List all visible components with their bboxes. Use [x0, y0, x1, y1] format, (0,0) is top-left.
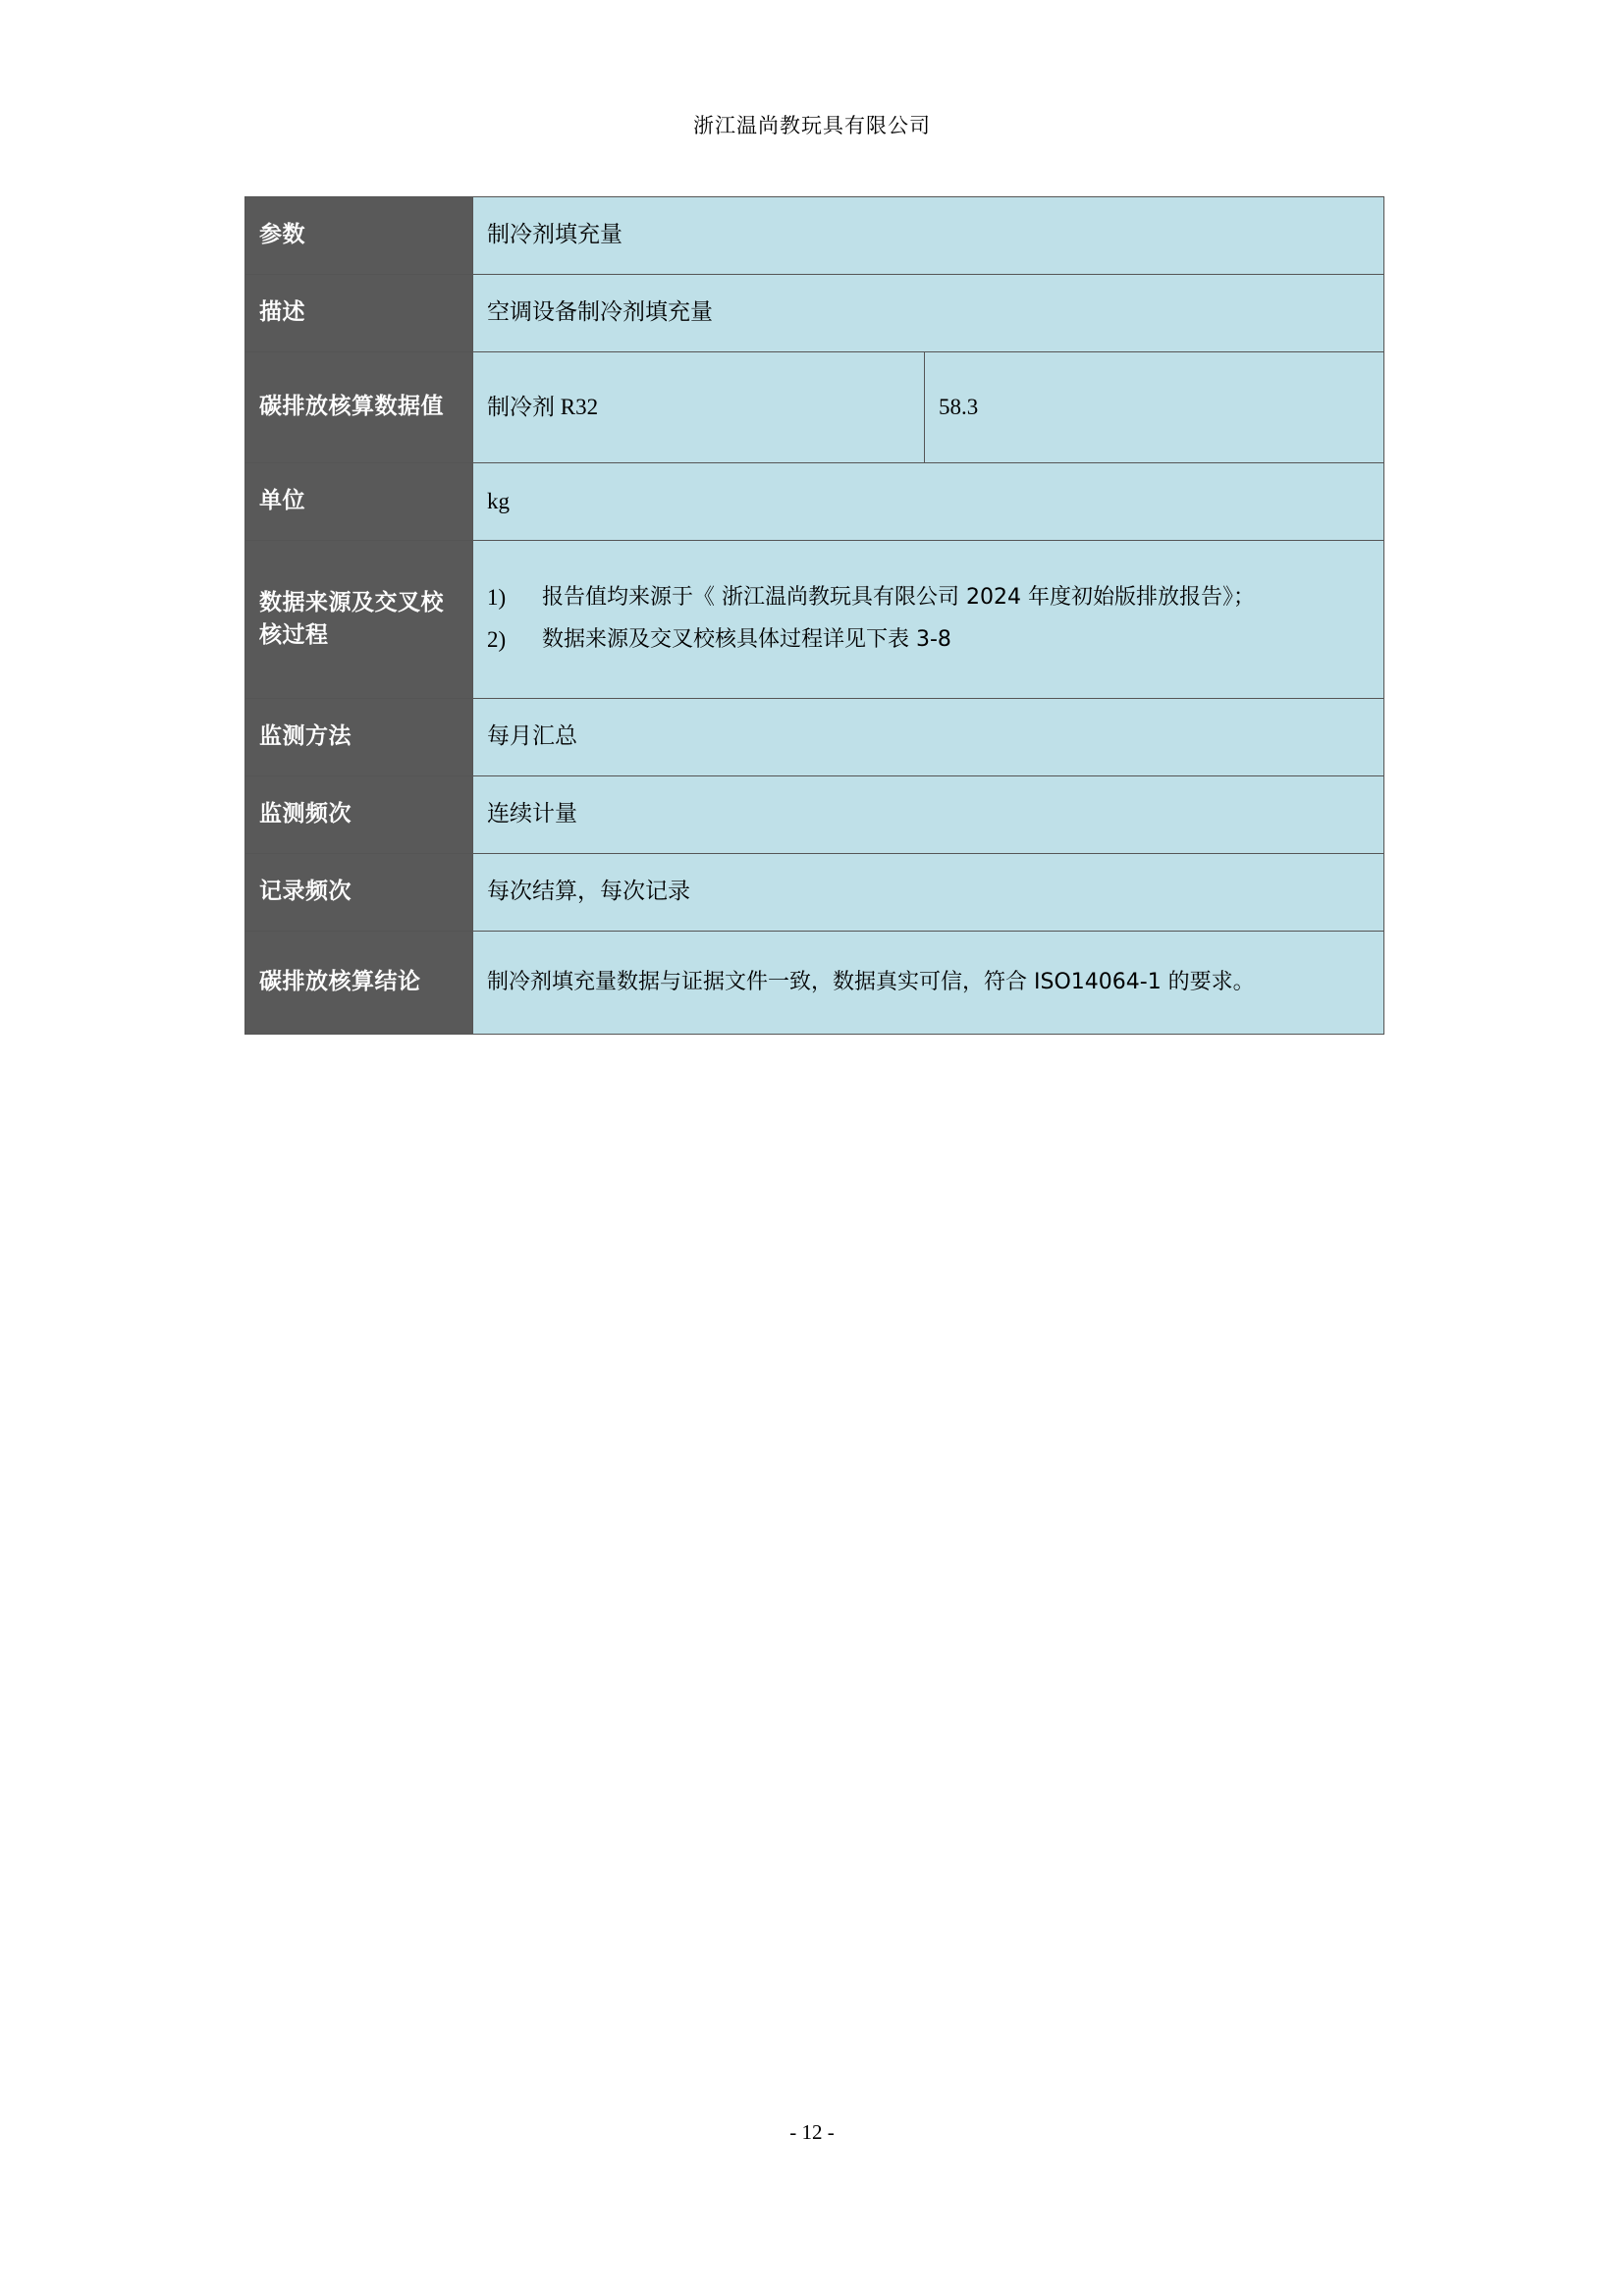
row-value-unit: kg — [473, 463, 1384, 541]
row-label-description: 描述 — [245, 275, 473, 352]
row-value-refrigerant-amount: 58.3 — [925, 352, 1384, 463]
table-row — [245, 275, 1384, 352]
row-label-unit: 单位 — [245, 463, 473, 541]
list-item-text: 数据来源及交叉校核具体过程详见下表 3-8 — [542, 627, 951, 652]
row-value-conclusion — [473, 932, 1384, 1035]
row-value-monitoring-method: 每月汇总 — [473, 699, 1384, 776]
carbon-parameter-table — [244, 196, 1384, 1035]
table-row — [245, 197, 1384, 275]
row-value-description: 空调设备制冷剂填充量 — [473, 275, 1384, 352]
row-value-data-source — [473, 541, 1384, 699]
row-label-conclusion: 碳排放核算结论 — [245, 932, 473, 1035]
list-item-text: 报告值均来源于《 浙江温尚教玩具有限公司 2024 年度初始版排放报告》； — [542, 585, 1255, 611]
row-value-refrigerant-type: 制冷剂 R32 — [473, 352, 925, 463]
row-label-record-frequency: 记录频次 — [245, 854, 473, 932]
row-label-monitoring-method: 监测方法 — [245, 699, 473, 776]
data-source-list — [487, 580, 1370, 659]
row-value-record-frequency: 每次结算，每次记录 — [473, 854, 1384, 932]
row-value-monitoring-frequency: 连续计量 — [473, 776, 1384, 854]
page-number: - 12 - — [789, 2120, 835, 2144]
list-item-number: 1) — [487, 585, 507, 611]
table-row — [245, 352, 1384, 463]
table-row — [245, 776, 1384, 854]
list-item — [487, 580, 1370, 616]
table-row — [245, 541, 1384, 699]
row-label-parameter: 参数 — [245, 197, 473, 275]
list-item-number: 2) — [487, 627, 507, 652]
row-label-data-value: 碳排放核算数据值 — [245, 352, 473, 463]
conclusion-text: 制冷剂填充量数据与证据文件一致，数据真实可信，符合 ISO14064-1 的要求。 — [487, 970, 1255, 995]
table-row — [245, 854, 1384, 932]
row-label-monitoring-frequency: 监测频次 — [245, 776, 473, 854]
row-value-parameter: 制冷剂填充量 — [473, 197, 1384, 275]
page-header-title: 浙江温尚教玩具有限公司 — [693, 114, 931, 137]
row-label-data-source: 数据来源及交叉校核过程 — [245, 541, 473, 699]
table-row — [245, 932, 1384, 1035]
table-row — [245, 699, 1384, 776]
table-row — [245, 463, 1384, 541]
list-item — [487, 622, 1370, 659]
